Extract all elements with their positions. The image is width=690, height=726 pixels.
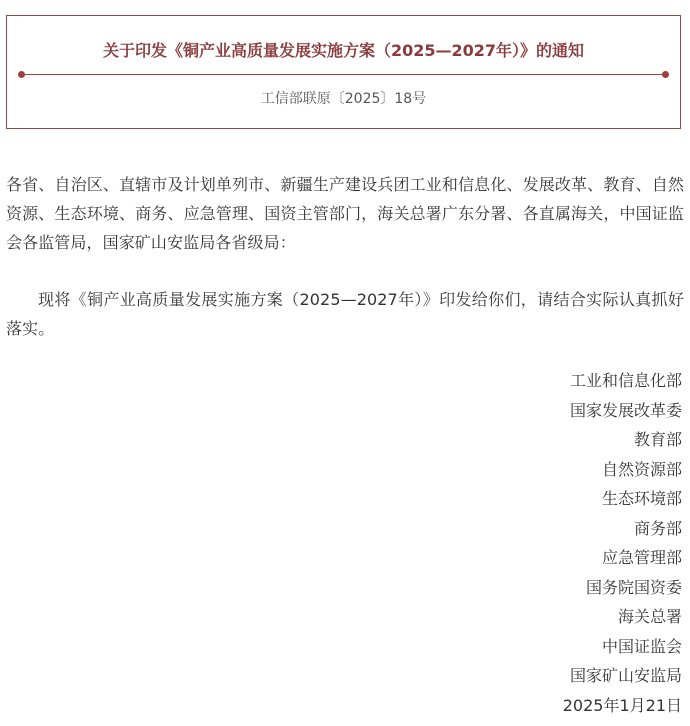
issuer-name: 国家发展改革委 (569, 400, 682, 420)
issuer-name: 生态环境部 (601, 489, 682, 508)
divider-right-dot (662, 71, 669, 78)
issuer-name: 应急管理部 (601, 548, 682, 567)
instruction-paragraph: 现将《铜产业高质量发展实施方案（2025—2027年）》印发给你们，请结合实际认真抓好落实。 (6, 290, 684, 338)
addressees-paragraph: 各省、自治区、直辖市及计划单列市、新疆生产建设兵团工业和信息化、发展改革、教育、自然资源、生态环境、商务、应急管理、国资主管部门，海关总署广东分署、各直属海关，中国证监会各监管局，国家矿山安监局各省级局： (6, 175, 684, 252)
document-number: 工信部联原〔2025〕18号 (260, 91, 427, 107)
issuer-name: 自然资源部 (601, 459, 682, 479)
issuer-name: 海关总署 (617, 607, 682, 626)
issuer-name: 教育部 (633, 430, 682, 449)
issuer-name: 中国证监会 (601, 636, 682, 656)
document-header (6, 15, 681, 129)
issuer-name: 工业和信息化部 (569, 371, 682, 390)
divider-left-dot (18, 71, 25, 78)
issuer-name: 商务部 (633, 518, 682, 538)
document-title: 关于印发《铜产业高质量发展实施方案（2025—2027年）》的通知 (102, 41, 585, 60)
issue-date: 2025年1月21日 (562, 695, 682, 715)
document-body (6, 170, 684, 343)
signature-block (563, 366, 682, 720)
issuer-name: 国务院国资委 (585, 577, 682, 597)
issuer-name: 国家矿山安监局 (569, 666, 682, 685)
title-divider (21, 74, 666, 75)
